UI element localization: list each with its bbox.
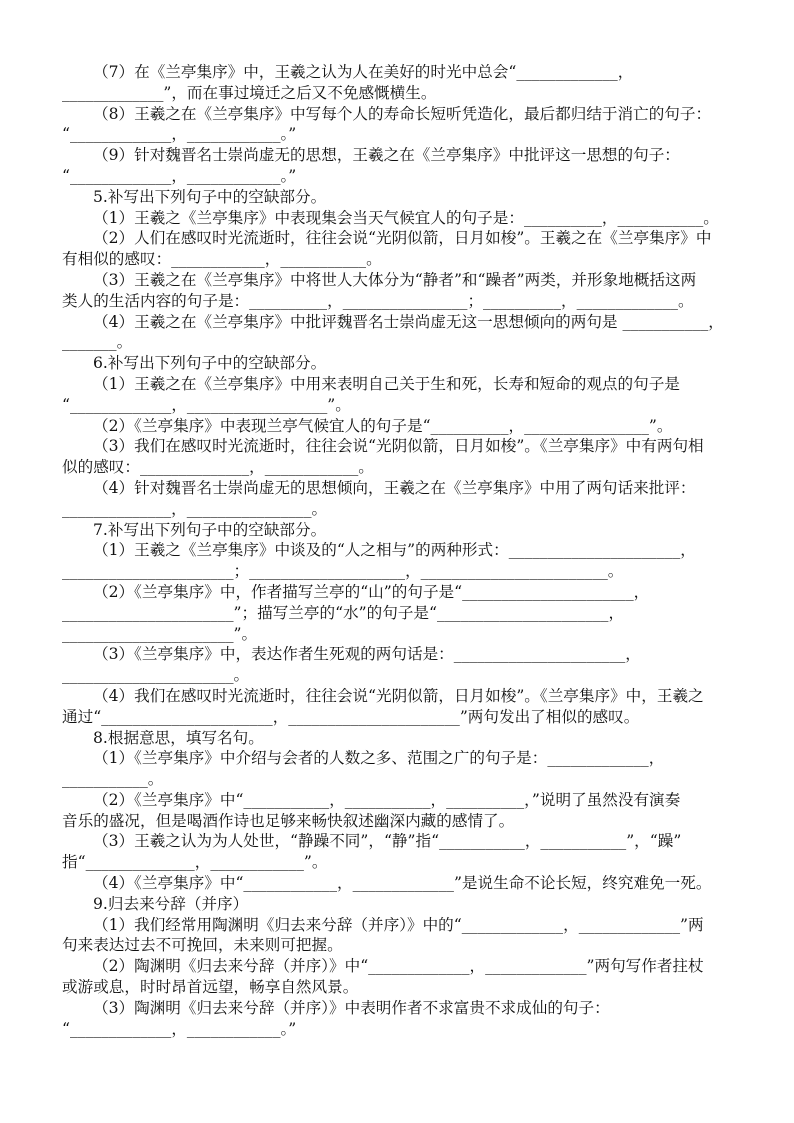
q6-2-text: （2）《兰亭集序》中表现兰亭气候宜人的句子是“__________，________________”。 [93, 416, 673, 435]
q5-4-text: （4）王羲之在《兰亭集序》中批评魏晋名士崇尚虚无这一思想倾向的两句是 ___________， [93, 312, 724, 331]
q5-3-text-cont: 类人的生活内容的句子是：__________，________________；__________，_____________。 [62, 291, 694, 310]
q8-3-text-cont: 指“______________，____________”。 [62, 853, 328, 872]
q8-1-text: （1）《兰亭集序》中介绍与会者的人数之多、范围之广的句子是：_____________， [93, 749, 665, 768]
q5-3-text: （3）王羲之在《兰亭集序》中将世人大体分为“静者”和“躁者”两类，并形象地概括这两 [93, 270, 697, 289]
q6-1-text: （1）王羲之在《兰亭集序》中用来表明自己关于生和死，长寿和短命的观点的句子是 [93, 374, 680, 393]
item-8-text: （8）王羲之在《兰亭集序》中写每个人的寿命长短听凭造化，最后都归结于消亡的句子： [93, 104, 712, 123]
section-5-heading: 5.补写出下列句子中的空缺部分。 [93, 187, 327, 206]
q7-1-text-cont: ______________________；____________________，________________________。 [62, 562, 624, 581]
q5-1-text: （1）王羲之《兰亭集序》中表现集会当天气候宜人的句子是：__________，___________。 [93, 208, 719, 227]
item-9-blanks: “_____________，____________。” [62, 166, 297, 185]
q9-1-text: （1）我们经常用陶渊明《归去来兮辞（并序）》中的“_____________，_____________”两 [93, 915, 704, 934]
q8-3-text: （3）王羲之认为为人处世，“静躁不同”，“静”指“___________，___________”，“躁” [93, 832, 682, 851]
exercise-text-block [62, 62, 734, 1039]
q9-2-text: （2）陶渊明《归去来兮辞（并序）》中“_____________，_____________”两句写作者拄杖 [93, 957, 704, 976]
section-7-heading: 7.补写出下列句子中的空缺部分。 [93, 520, 327, 539]
section-8-heading: 8.根据意思，填写名句。 [93, 728, 264, 747]
q7-3-text: （3）《兰亭集序》中，表达作者生死观的两句话是：______________________， [93, 645, 641, 664]
q5-2-text-cont: 有相似的感叹：____________，___________。 [62, 250, 382, 269]
q8-2-text: （2）《兰亭集序》中“___________，___________，__________，”说明了虽然没有演奏 [93, 790, 681, 809]
q7-2-text: （2）《兰亭集序》中，作者描写兰亭的“山”的句子是“______________________， [93, 582, 650, 601]
q6-4-text-cont: ______________，________________。 [62, 499, 328, 518]
item-7-text: （7）在《兰亭集序》中，王羲之认为人在美好的时光中总会“_____________， [93, 63, 634, 81]
q9-3-text: （3）陶渊明《归去来兮辞（并序）》中表明作者不求富贵不求成仙的句子： [93, 998, 610, 1017]
q5-4-text-cont: _______。 [62, 333, 133, 352]
q9-2-text-cont: 或游或息，时时昂首远望，畅享自然风景。 [62, 978, 359, 997]
q6-3-text-cont: 似的感叹：______________，____________。 [62, 458, 374, 477]
item-7-text-cont: _____________”，而在事过境迁之后又不免感慨横生。 [62, 83, 437, 102]
item-9-text: （9）针对魏晋名士崇尚虚无的思想，王羲之在《兰亭集序》中批评这一思想的句子： [93, 146, 680, 165]
q7-1-text: （1）王羲之《兰亭集序》中谈及的“人之相与”的两种形式：______________________， [93, 541, 696, 560]
q9-1-text-cont: 句来表达过去不可挽回，未来则可把握。 [62, 936, 343, 955]
item-8-blanks: “_____________，____________。” [62, 125, 297, 144]
section-9-heading: 9.归去来兮辞（并序） [93, 894, 249, 913]
q7-2-text-cont: ______________________”；描写兰亭的“水”的句子是“______________________， [62, 603, 625, 622]
section-6-heading: 6.补写出下列句子中的空缺部分。 [93, 354, 327, 373]
q7-4-text-cont: 通过“______________________，______________________”两句发出了相似的感叹。 [62, 707, 640, 726]
q8-2-text-cont: 音乐的盛况，但是喝酒作诗也足够来畅快叙述幽深内藏的感情了。 [62, 811, 515, 830]
q6-1-text-cont: “_____________，__________________”。 [62, 395, 351, 414]
q7-4-text: （4）我们在感叹时光流逝时，往往会说“光阴似箭，日月如梭”。《兰亭集序》中，王羲之 [93, 686, 704, 705]
q6-3-text: （3）我们在感叹时光流逝时，往往会说“光阴似箭，日月如梭”。《兰亭集序》中有两句相 [93, 437, 704, 456]
q7-2-text-cont-2: ______________________”。 [62, 624, 258, 643]
q5-2-text: （2）人们在感叹时光流逝时，往往会说“光阴似箭，日月如梭”。王羲之在《兰亭集序》中 [93, 229, 712, 248]
q8-1-text-cont: ___________。 [62, 770, 164, 789]
q6-4-text: （4）针对魏晋名士崇尚虚无的思想倾向，王羲之在《兰亭集序》中用了两句话来批评： [93, 478, 696, 497]
q7-3-text-cont: ______________________。 [62, 666, 250, 685]
q8-4-text: （4）《兰亭集序》中“____________，_____________”是说生命不论长短，终究难免一死。 [93, 874, 712, 893]
q9-3-blanks: “_____________，____________。” [62, 1019, 297, 1038]
